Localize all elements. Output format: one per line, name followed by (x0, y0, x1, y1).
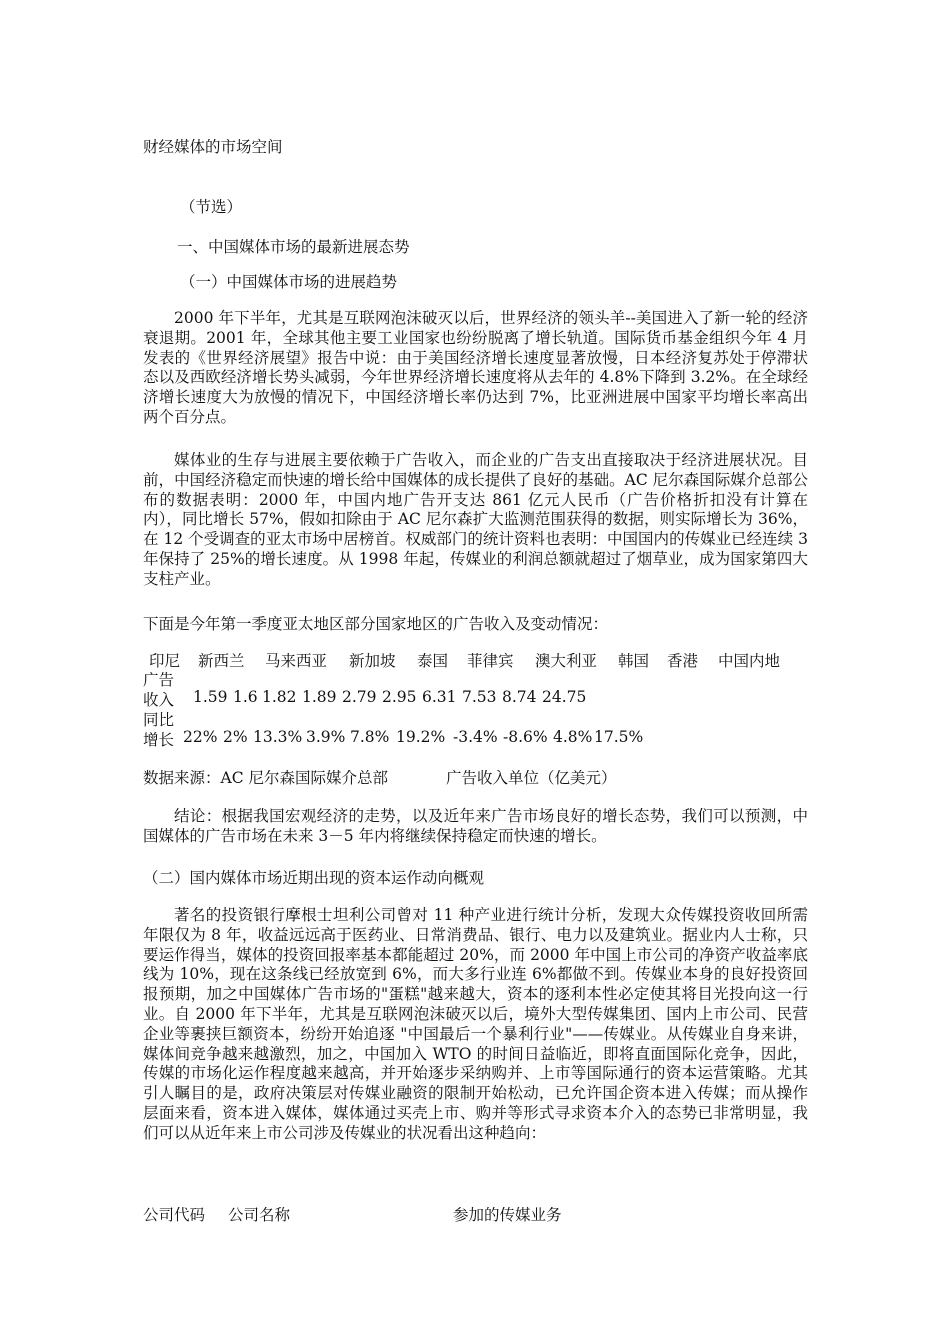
region-header: 印尼 (149, 652, 181, 670)
column-header-company-name: 公司名称 (228, 1206, 291, 1224)
revenue-value: 1.59 (193, 688, 228, 706)
table-intro: 下面是今年第一季度亚太地区部分国家地区的广告收入及变动情况： (143, 615, 609, 633)
region-header: 泰国 (417, 652, 449, 670)
growth-value: 4.8% (553, 728, 593, 746)
row-label: 同比 (143, 711, 175, 729)
growth-value: 2% (223, 728, 248, 746)
revenue-value: 1.82 (262, 688, 297, 706)
revenue-value: 24.75 (542, 688, 587, 706)
subsection-heading-2: （二）国内媒体市场近期出现的资本运作动向概观 (143, 869, 485, 887)
subsection-heading-1: （一）中国媒体市场的进展趋势 (180, 273, 398, 291)
growth-value: -3.4% (453, 728, 498, 746)
region-header: 马来西亚 (265, 652, 328, 670)
paragraph-3: 著名的投资银行摩根士坦利公司曾对 11 种产业进行统计分析，发现大众传媒投资收回所需年限仅为 8 年，收益远远高于医药业、日常消费品、银行、电力以及建筑业。据业内人士称，只要运作得当，媒体的投资回报率基本都能超过 20%，而 2000 年中国上市公司的净资产收益率底线为 10%，现在这条线已经放宽到 6%，而大多行业连 6%都做不到。传媒业本身的良好投资回报预期，加之中国媒体广告市场的"蛋糕"越来越大，资本的逐利本性必定使其将目光投向这一行业。自 2000 年下半年，尤其是互联网泡沫破灭以后，境外大型传媒集团、国内上市公司、民营企业等裹挟巨额资本，纷纷开始追逐 "中国最后一个暴利行业"——传媒业。从传媒业自身来讲，媒体间竞争越来越激烈，加之，中国加入 WTO 的时间日益临近，即将直面国际化竞争，因此，传媒的市场化运作程度越来越高，并开始逐步采纳购并、上市等国际通行的资本运营策略。尤其引人瞩目的是，政府决策层对传媒业融资的限制开始松动，已允许国企资本进入传媒；而从操作层面来看，资本进入媒体，媒体通过买壳上市、购并等形式寻求资本介入的态势已非常明显，我们可以从近年来上市公司涉及传媒业的状况看出这种趋向： (143, 906, 808, 1142)
revenue-value: 1.89 (302, 688, 337, 706)
conclusion-paragraph: 结论：根据我国宏观经济的走势，以及近年来广告市场良好的增长态势，我们可以预测，中国媒体的广告市场在未来 3－5 年内将继续保持稳定而快速的增长。 (143, 807, 808, 845)
row-label: 收入 (143, 691, 175, 709)
region-header: 菲律宾 (467, 652, 514, 670)
revenue-value: 6.31 (422, 688, 457, 706)
paragraph-1: 2000 年下半年，尤其是互联网泡沫破灭以后，世界经济的领头羊--美国进入了新一轮的经济衰退期。2001 年，全球其他主要工业国家也纷纷脱离了增长轨道。国际货币基金组织今年 4 月发表的《世界经济展望》报告中说：由于美国经济增长速度显著放慢，日本经济复苏处于停滞状态以及西欧经济增长势头减弱，今年世界经济增长速度将从去年的 4.8%下降到 3.2%。在全球经济增长速度大为放慢的情况下，中国经济增长率仍达到 7%，比亚洲进展中国家平均增长率高出两个百分点。 (143, 309, 808, 426)
unit-note: 广告收入单位（亿美元） (446, 769, 617, 787)
data-source-note: 数据来源：AC 尼尔森国际媒介总部 (143, 769, 388, 787)
growth-value: 22% (183, 728, 218, 746)
revenue-value: 7.53 (462, 688, 497, 706)
column-header-company-code: 公司代码 (143, 1206, 206, 1224)
row-label: 增长 (143, 731, 175, 749)
region-header: 中国内地 (718, 652, 781, 670)
growth-value: 17.5% (594, 728, 644, 746)
growth-value: 3.9% (306, 728, 346, 746)
revenue-value: 1.6 (233, 688, 258, 706)
column-header-media-business: 参加的传媒业务 (453, 1206, 562, 1224)
growth-value: 19.2% (396, 728, 446, 746)
region-header: 新西兰 (198, 652, 245, 670)
document-title: 财经媒体的市场空间 (143, 138, 283, 156)
region-header: 澳大利亚 (535, 652, 598, 670)
paragraph-2: 媒体业的生存与进展主要依赖于广告收入，而企业的广告支出直接取决于经济进展状况。目前，中国经济稳定而快速的增长给中国媒体的成长提供了良好的基础。AC 尼尔森国际媒介总部公布的数据表明：2000 年，中国内地广告开支达 861 亿元人民币（广告价格折扣没有计算在内），同比增长 57%，假如扣除由于 AC 尼尔森扩大监测范围获得的数据，则实际增长为 36%，在 12 个受调查的亚太市场中居榜首。权威部门的统计资料也表明：中国国内的传媒业已经连续 3 年保持了 25%的增长速度。从 1998 年起，传媒业的利润总额就超过了烟草业，成为国家第四大支柱产业。 (143, 451, 808, 588)
growth-value: 7.8% (350, 728, 390, 746)
row-label: 广告 (143, 671, 175, 689)
revenue-value: 2.79 (342, 688, 377, 706)
region-header: 新加坡 (349, 652, 396, 670)
growth-value: 13.3% (253, 728, 303, 746)
revenue-value: 8.74 (502, 688, 537, 706)
revenue-value: 2.95 (382, 688, 417, 706)
growth-value: -8.6% (503, 728, 548, 746)
region-header: 香港 (667, 652, 699, 670)
section-heading-1: 一、中国媒体市场的最新进展态势 (177, 238, 410, 256)
excerpt-note: （节选） (180, 198, 243, 216)
region-header: 韩国 (618, 652, 650, 670)
